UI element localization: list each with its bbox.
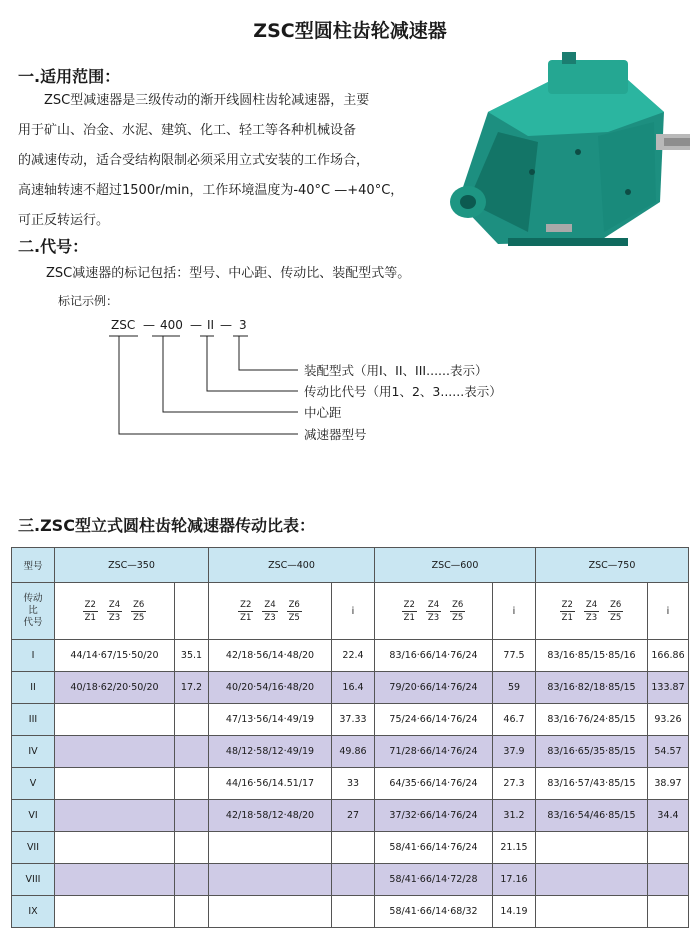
ratio-code-cell: V xyxy=(12,768,55,800)
gear-teeth-cell: 83/16·82/18·85/15 xyxy=(536,672,648,704)
ratio-value-cell: 49.86 xyxy=(332,736,375,768)
section2-heading: 二.代号： xyxy=(18,237,89,256)
table-row xyxy=(12,896,689,928)
example-label: 标记示例： xyxy=(58,294,119,308)
ratio-value-cell: 22.4 xyxy=(332,640,375,672)
gear-teeth-cell xyxy=(536,832,648,864)
ratio-table xyxy=(11,547,689,928)
ratio-value-cell: 37.9 xyxy=(493,736,536,768)
gear-teeth-cell xyxy=(55,832,175,864)
ratio-value-cell xyxy=(332,864,375,896)
gear-teeth-cell: 42/18·56/14·48/20 xyxy=(209,640,332,672)
ratio-value-cell xyxy=(648,832,689,864)
table-subheader-row xyxy=(12,583,689,640)
code-dash: — xyxy=(143,318,155,332)
gear-fraction-header: $\frac{Z2}{Z1}$ $\frac{Z4}{Z3}$ $\frac{Z6}{Z5}$ xyxy=(55,583,175,640)
ratio-value-cell xyxy=(175,832,209,864)
gear-teeth-cell xyxy=(55,864,175,896)
table-body xyxy=(12,640,689,928)
ratio-value-cell: 77.5 xyxy=(493,640,536,672)
model-zsc750: ZSC—750 xyxy=(536,548,689,583)
code-dash: — xyxy=(220,318,232,332)
gear-teeth-cell: 71/28·66/14·76/24 xyxy=(375,736,493,768)
table-row xyxy=(12,736,689,768)
code-ratio: II xyxy=(207,318,215,332)
ratio-value-cell xyxy=(648,896,689,928)
gear-teeth-cell: 83/16·66/14·76/24 xyxy=(375,640,493,672)
gear-fraction-header: $\frac{Z2}{Z1}$ $\frac{Z4}{Z3}$ $\frac{Z6}{Z5}$ xyxy=(209,583,332,640)
table-row xyxy=(12,768,689,800)
gear-teeth-cell: 44/16·56/14.51/17 xyxy=(209,768,332,800)
gear-fraction-header: $\frac{Z2}{Z1}$ $\frac{Z4}{Z3}$ $\frac{Z6}{Z5}$ xyxy=(375,583,493,640)
code-center-distance: 400 xyxy=(160,318,183,332)
section1-line: 可正反转运行。 xyxy=(18,213,110,228)
gear-teeth-cell xyxy=(209,896,332,928)
gear-teeth-cell: 37/32·66/14·76/24 xyxy=(375,800,493,832)
legend-ratio-code: 传动比代号（用1、2、3......表示） xyxy=(304,384,502,399)
table-row xyxy=(12,832,689,864)
table-row xyxy=(12,800,689,832)
ratio-code-cell: I xyxy=(12,640,55,672)
model-zsc400: ZSC—400 xyxy=(209,548,375,583)
ratio-value-cell xyxy=(175,704,209,736)
gear-teeth-cell xyxy=(55,768,175,800)
ratio-value-cell: 54.57 xyxy=(648,736,689,768)
ratio-value-cell: 34.4 xyxy=(648,800,689,832)
ratio-header: i xyxy=(493,583,536,640)
gear-teeth-cell: 42/18·58/12·48/20 xyxy=(209,800,332,832)
legend-model: 减速器型号 xyxy=(304,427,367,442)
gear-teeth-cell: 83/16·57/43·85/15 xyxy=(536,768,648,800)
ratio-value-cell: 27 xyxy=(332,800,375,832)
gear-teeth-cell xyxy=(55,896,175,928)
ratio-value-cell xyxy=(175,896,209,928)
section1-line: 的减速传动，适合受结构限制必须采用立式安装的工作场合， xyxy=(18,153,370,168)
gear-teeth-cell: 48/12·58/12·49/19 xyxy=(209,736,332,768)
col-code-label: 传动 比 代号 xyxy=(12,583,55,640)
ratio-value-cell: 33 xyxy=(332,768,375,800)
ratio-code-cell: VIII xyxy=(12,864,55,896)
section1-line: 高速轴转速不超过1500r/min，工作环境温度为-40°C —+40°C， xyxy=(18,183,404,198)
ratio-value-cell xyxy=(332,896,375,928)
gear-teeth-cell: 83/16·76/24·85/15 xyxy=(536,704,648,736)
ratio-value-cell: 14.19 xyxy=(493,896,536,928)
ratio-value-cell xyxy=(175,768,209,800)
gear-teeth-cell: 83/16·65/35·85/15 xyxy=(536,736,648,768)
gear-teeth-cell: 79/20·66/14·76/24 xyxy=(375,672,493,704)
code-assembly: 3 xyxy=(239,318,247,332)
ratio-value-cell: 35.1 xyxy=(175,640,209,672)
ratio-code-cell: IX xyxy=(12,896,55,928)
ratio-value-cell: 17.2 xyxy=(175,672,209,704)
model-zsc600: ZSC—600 xyxy=(375,548,536,583)
gear-teeth-cell: 58/41·66/14·76/24 xyxy=(375,832,493,864)
ratio-value-cell: 16.4 xyxy=(332,672,375,704)
section1-heading: 一.适用范围： xyxy=(18,67,121,86)
gear-teeth-cell xyxy=(536,864,648,896)
gear-teeth-cell xyxy=(55,704,175,736)
gear-teeth-cell xyxy=(55,800,175,832)
gear-teeth-cell: 47/13·56/14·49/19 xyxy=(209,704,332,736)
ratio-value-cell: 37.33 xyxy=(332,704,375,736)
ratio-value-cell: 21.15 xyxy=(493,832,536,864)
gear-teeth-cell: 83/16·85/15·85/16 xyxy=(536,640,648,672)
model-zsc350: ZSC—350 xyxy=(55,548,209,583)
legend-assembly: 装配型式（用I、II、III......表示） xyxy=(304,363,488,378)
ratio-code-cell: IV xyxy=(12,736,55,768)
ratio-header xyxy=(175,583,209,640)
gear-teeth-cell xyxy=(209,864,332,896)
gear-teeth-cell xyxy=(209,832,332,864)
ratio-value-cell xyxy=(332,832,375,864)
ratio-value-cell xyxy=(175,800,209,832)
section3-heading: 三.ZSC型立式圆柱齿轮减速器传动比表： xyxy=(18,516,315,535)
ratio-header: i xyxy=(332,583,375,640)
ratio-value-cell: 27.3 xyxy=(493,768,536,800)
ratio-code-cell: II xyxy=(12,672,55,704)
code-model: ZSC xyxy=(111,318,136,332)
gear-teeth-cell xyxy=(536,896,648,928)
legend-center-distance: 中心距 xyxy=(304,405,342,420)
table-row xyxy=(12,640,689,672)
page-title: ZSC型圆柱齿轮减速器 xyxy=(253,20,447,42)
table-row xyxy=(12,864,689,896)
ratio-value-cell: 59 xyxy=(493,672,536,704)
gear-teeth-cell: 44/14·67/15·50/20 xyxy=(55,640,175,672)
ratio-code-cell: III xyxy=(12,704,55,736)
ratio-value-cell: 93.26 xyxy=(648,704,689,736)
gear-teeth-cell: 58/41·66/14·72/28 xyxy=(375,864,493,896)
ratio-header: i xyxy=(648,583,689,640)
gear-teeth-cell: 75/24·66/14·76/24 xyxy=(375,704,493,736)
ratio-value-cell: 46.7 xyxy=(493,704,536,736)
section1-line: 用于矿山、冶金、水泥、建筑、化工、轻工等各种机械设备 xyxy=(18,123,357,138)
ratio-value-cell: 31.2 xyxy=(493,800,536,832)
gear-fraction-header: $\frac{Z2}{Z1}$ $\frac{Z4}{Z3}$ $\frac{Z6}{Z5}$ xyxy=(536,583,648,640)
code-dash: — xyxy=(190,318,202,332)
ratio-value-cell xyxy=(648,864,689,896)
ratio-code-cell: VII xyxy=(12,832,55,864)
table-row xyxy=(12,704,689,736)
ratio-value-cell xyxy=(175,864,209,896)
ratio-value-cell xyxy=(175,736,209,768)
ratio-value-cell: 166.86 xyxy=(648,640,689,672)
col-model-label: 型号 xyxy=(12,548,55,583)
ratio-value-cell: 38.97 xyxy=(648,768,689,800)
ratio-value-cell: 133.87 xyxy=(648,672,689,704)
gear-teeth-cell: 40/18·62/20·50/20 xyxy=(55,672,175,704)
gear-teeth-cell: 40/20·54/16·48/20 xyxy=(209,672,332,704)
section2-intro: ZSC减速器的标记包括：型号、中心距、传动比、装配型式等。 xyxy=(46,266,411,281)
gear-teeth-cell xyxy=(55,736,175,768)
section1-line: ZSC型减速器是三级传动的渐开线圆柱齿轮减速器，主要 xyxy=(44,93,370,108)
gear-teeth-cell: 58/41·66/14·68/32 xyxy=(375,896,493,928)
gear-teeth-cell: 64/35·66/14·76/24 xyxy=(375,768,493,800)
table-row xyxy=(12,672,689,704)
table-header-row xyxy=(12,548,689,583)
gear-teeth-cell: 83/16·54/46·85/15 xyxy=(536,800,648,832)
ratio-code-cell: VI xyxy=(12,800,55,832)
ratio-value-cell: 17.16 xyxy=(493,864,536,896)
